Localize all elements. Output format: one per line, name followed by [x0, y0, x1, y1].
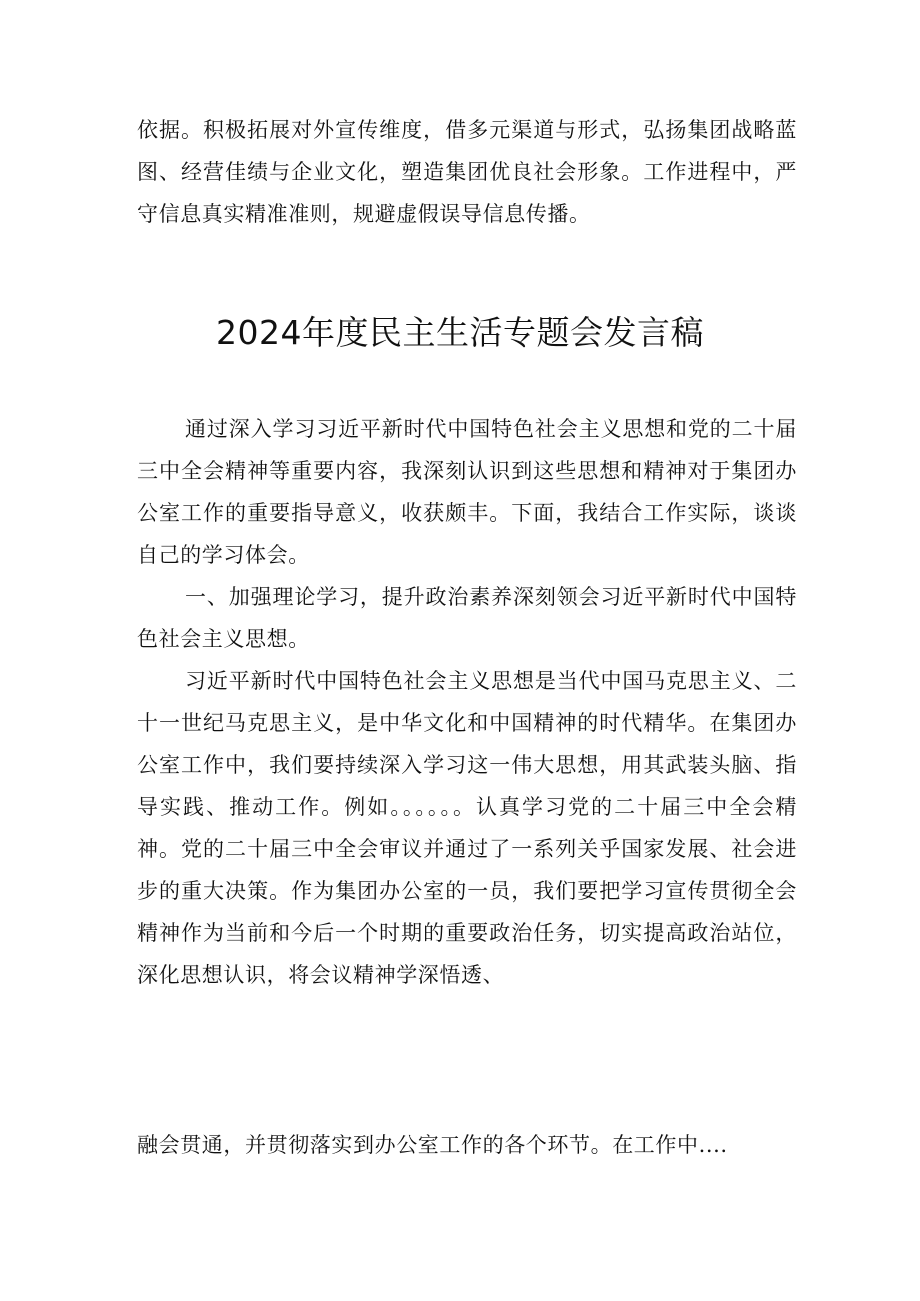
paragraph-heading-one: 一、加强理论学习，提升政治素养深刻领会习近平新时代中国特色社会主义思想。 [137, 585, 797, 651]
paragraph-continuation: 依据。积极拓展对外宣传维度，借多元渠道与形式，弘扬集团战略蓝图、经营佳绩与企业文化，塑造集团优良社会形象。工作进程中，严守信息真实精准准则，规避虚假误导信息传播。 [137, 118, 797, 226]
document-title: 2024年度民主生活专题会发言稿 [216, 313, 704, 352]
continuation-text-bottom [137, 1124, 797, 1166]
paragraph-continuation-bottom: 融会贯通，并贯彻落实到办公室工作的各个环节。在工作中.... [137, 1133, 728, 1157]
document-body [137, 408, 797, 996]
paragraph-body: 习近平新时代中国特色社会主义思想是当代中国马克思主义、二十一世纪马克思主义，是中华文化和中国精神的时代精华。在集团办公室工作中，我们要持续深入学习这一伟大思想，用其武装头脑、指导实践、推动工作。例如。。。。。。认真学习党的二十届三中全会精神。党的二十届三中全会审议并通过了一系列关乎国家发展、社会进步的重大决策。作为集团办公室的一员，我们要把学习宣传贯彻全会精神作为当前和今后一个时期的重要政治任务，切实提高政治站位，深化思想认识，将会议精神学深悟透、 [137, 669, 797, 987]
paragraph-intro: 通过深入学习习近平新时代中国特色社会主义思想和党的二十届三中全会精神等重要内容，我深刻认识到这些思想和精神对于集团办公室工作的重要指导意义，收获颇丰。下面，我结合工作实际，谈谈自己的学习体会。 [137, 417, 797, 567]
continuation-text-top [137, 109, 797, 235]
